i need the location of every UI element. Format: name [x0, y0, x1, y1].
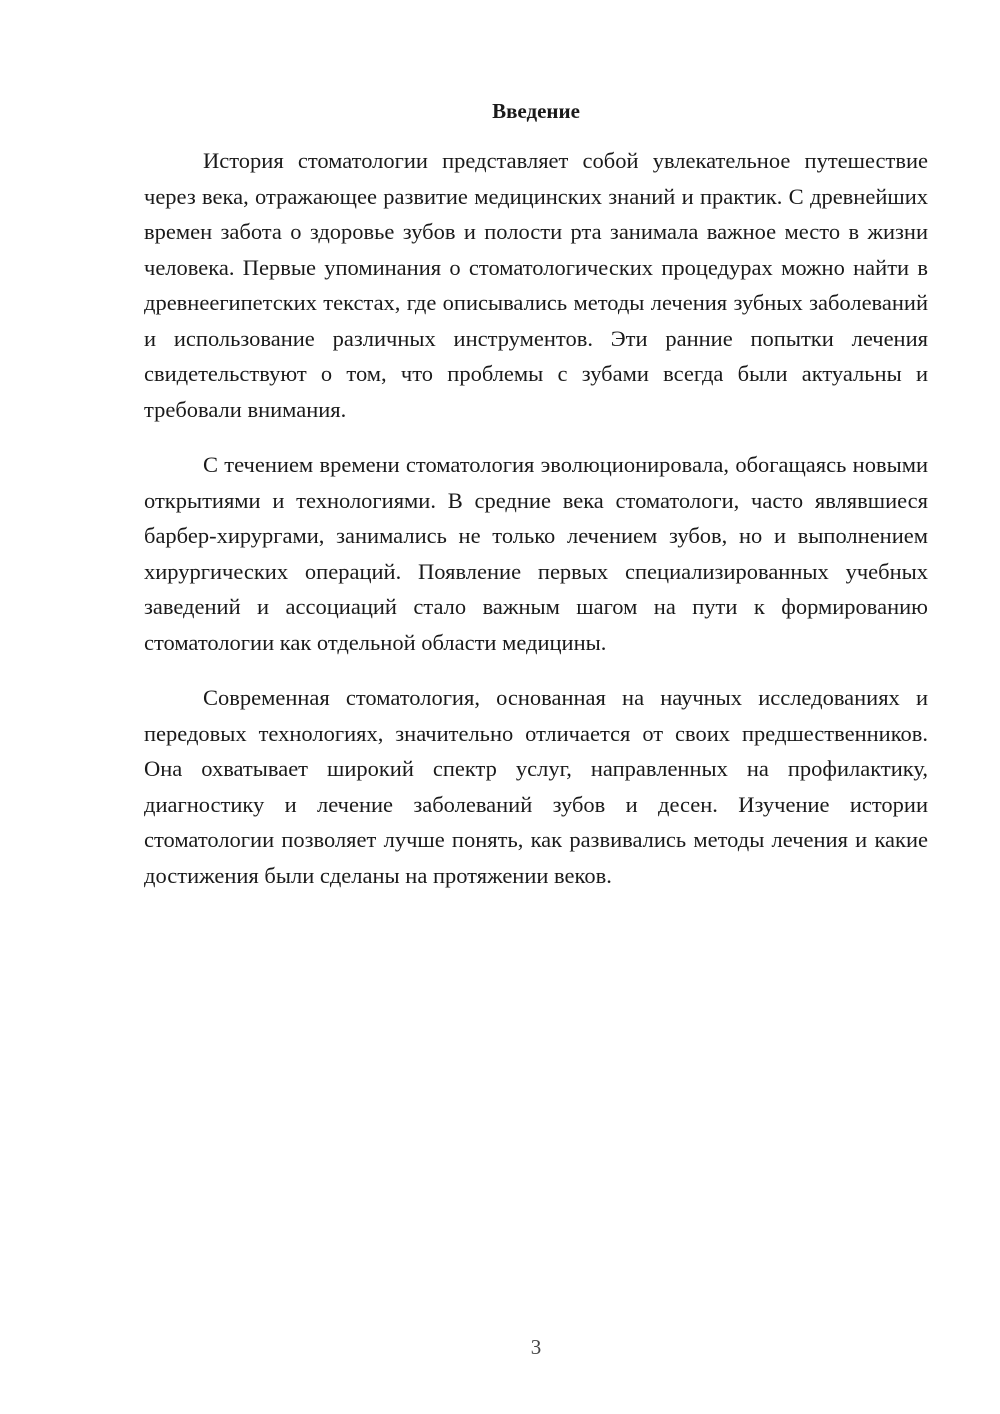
body-text	[144, 143, 928, 893]
section-title: Введение	[492, 99, 580, 123]
paragraph-3: Современная стоматология, основанная на научных исследованиях и передовых технологиях, значительно отличается от своих предшественников. Она охватывает широкий спектр услуг, направленных на профилактику, диагностику и лечение заболеваний зубов и десен. Изучение истории стоматологии позволяет лучше понять, как развивались методы лечения и какие достижения были сделаны на протяжении веков.	[144, 685, 928, 888]
paragraph-1: История стоматологии представляет собой увлекательное путешествие через века, отражающее развитие медицинских знаний и практик. С древнейших времен забота о здоровье зубов и полости рта занимала важное место в жизни человека. Первые упоминания о стоматологических процедурах можно найти в древнеегипетских текстах, где описывались методы лечения зубных заболеваний и использование различных инструментов. Эти ранние попытки лечения свидетельствуют о том, что проблемы с зубами всегда были актуальны и требовали внимания.	[144, 148, 928, 422]
page-number: 3	[530, 1335, 542, 1359]
paragraph-2: С течением времени стоматология эволюционировала, обогащаясь новыми открытиями и технологиями. В средние века стоматологи, часто являвшиеся барбер-хирургами, занимались не только лечением зубов, но и выполнением хирургических операций. Появление первых специализированных учебных заведений и ассоциаций стало важным шагом на пути к формированию стоматологии как отдельной области медицины.	[144, 452, 928, 655]
